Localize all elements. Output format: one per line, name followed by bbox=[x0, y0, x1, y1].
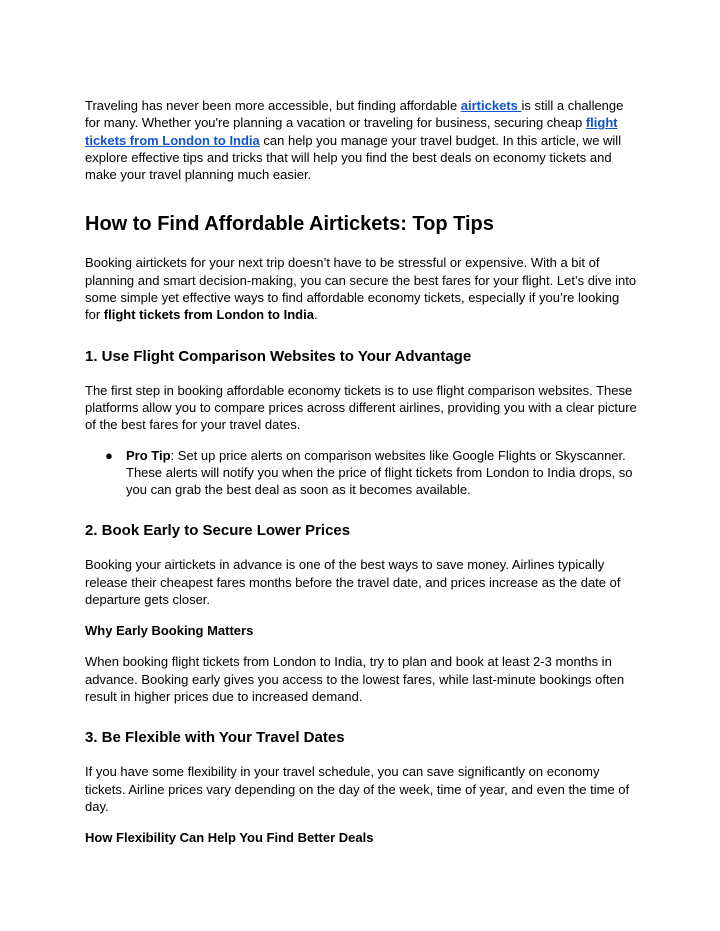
main-heading: How to Find Affordable Airtickets: Top Tips bbox=[85, 213, 494, 236]
pro-tip-bullet bbox=[85, 447, 637, 499]
main-bold-text: flight tickets from London to India bbox=[103, 307, 314, 323]
section-2-subparagraph: When booking flight tickets from London to India, try to plan and book at least 2-3 months in advance. Booking early gives you access to the lowest fares, while last-minute bookings often result in higher prices due to increased demand. bbox=[85, 654, 625, 704]
main-paragraph bbox=[85, 254, 637, 323]
pro-tip-label: Pro Tip bbox=[126, 447, 171, 463]
intro-text-1: Traveling has never been more accessible, but finding affordable bbox=[85, 98, 461, 113]
document-page bbox=[85, 97, 637, 846]
airtickets-link[interactable]: airtickets bbox=[460, 98, 522, 113]
intro-paragraph bbox=[85, 97, 637, 183]
bullet-icon: ● bbox=[105, 447, 113, 463]
flight-tickets-link[interactable]: flight tickets from London to India bbox=[85, 115, 618, 148]
section-3-paragraph: If you have some flexibility in your travel schedule, you can save significantly on economy tickets. Airline prices vary depending on the day of the week, time of year, and even the time of day. bbox=[85, 764, 630, 814]
intro-text-3: can help you manage your travel budget. In this article, we will explore effective tips and tricks that will help you find the best deals on economy tickets and make your travel planning much easier. bbox=[85, 132, 622, 183]
main-text-1: Booking airtickets for your next trip doesn’t have to be stressful or expensive. With a bit of planning and smart decision-making, you can secure the best fares for your flight. Let’s dive into some simple yet effective ways to find affordable economy tickets, especially if you’re looking for bbox=[85, 255, 637, 323]
intro-text-2: is still a challenge for many. Whether you're planning a vacation or traveling for business, securing cheap bbox=[85, 98, 624, 131]
pro-tip-body: : Set up price alerts on comparison websites like Google Flights or Skyscanner. These alerts will notify you when the price of flight tickets from London to India drops, so you can grab the best deal as soon as it becomes available. bbox=[126, 447, 633, 498]
main-text-2: . bbox=[313, 307, 318, 323]
section-1-heading: 1. Use Flight Comparison Websites to Your Advantage bbox=[85, 347, 472, 365]
section-3-subheading: How Flexibility Can Help You Find Better Deals bbox=[85, 830, 374, 846]
section-3-heading: 3. Be Flexible with Your Travel Dates bbox=[85, 729, 345, 747]
section-2-heading: 2. Book Early to Secure Lower Prices bbox=[85, 522, 351, 540]
pro-tip-text bbox=[126, 447, 637, 499]
section-1-paragraph: The first step in booking affordable economy tickets is to use flight comparison websites. These platforms allow you to compare prices across different airlines, providing you with a clear picture of the best fares for your travel dates. bbox=[85, 382, 637, 433]
section-2-subheading: Why Early Booking Matters bbox=[85, 623, 254, 639]
section-2-paragraph: Booking your airtickets in advance is one of the best ways to save money. Airlines typically release their cheapest fares months before the travel date, and prices increase as the date of departure gets closer. bbox=[85, 557, 621, 608]
